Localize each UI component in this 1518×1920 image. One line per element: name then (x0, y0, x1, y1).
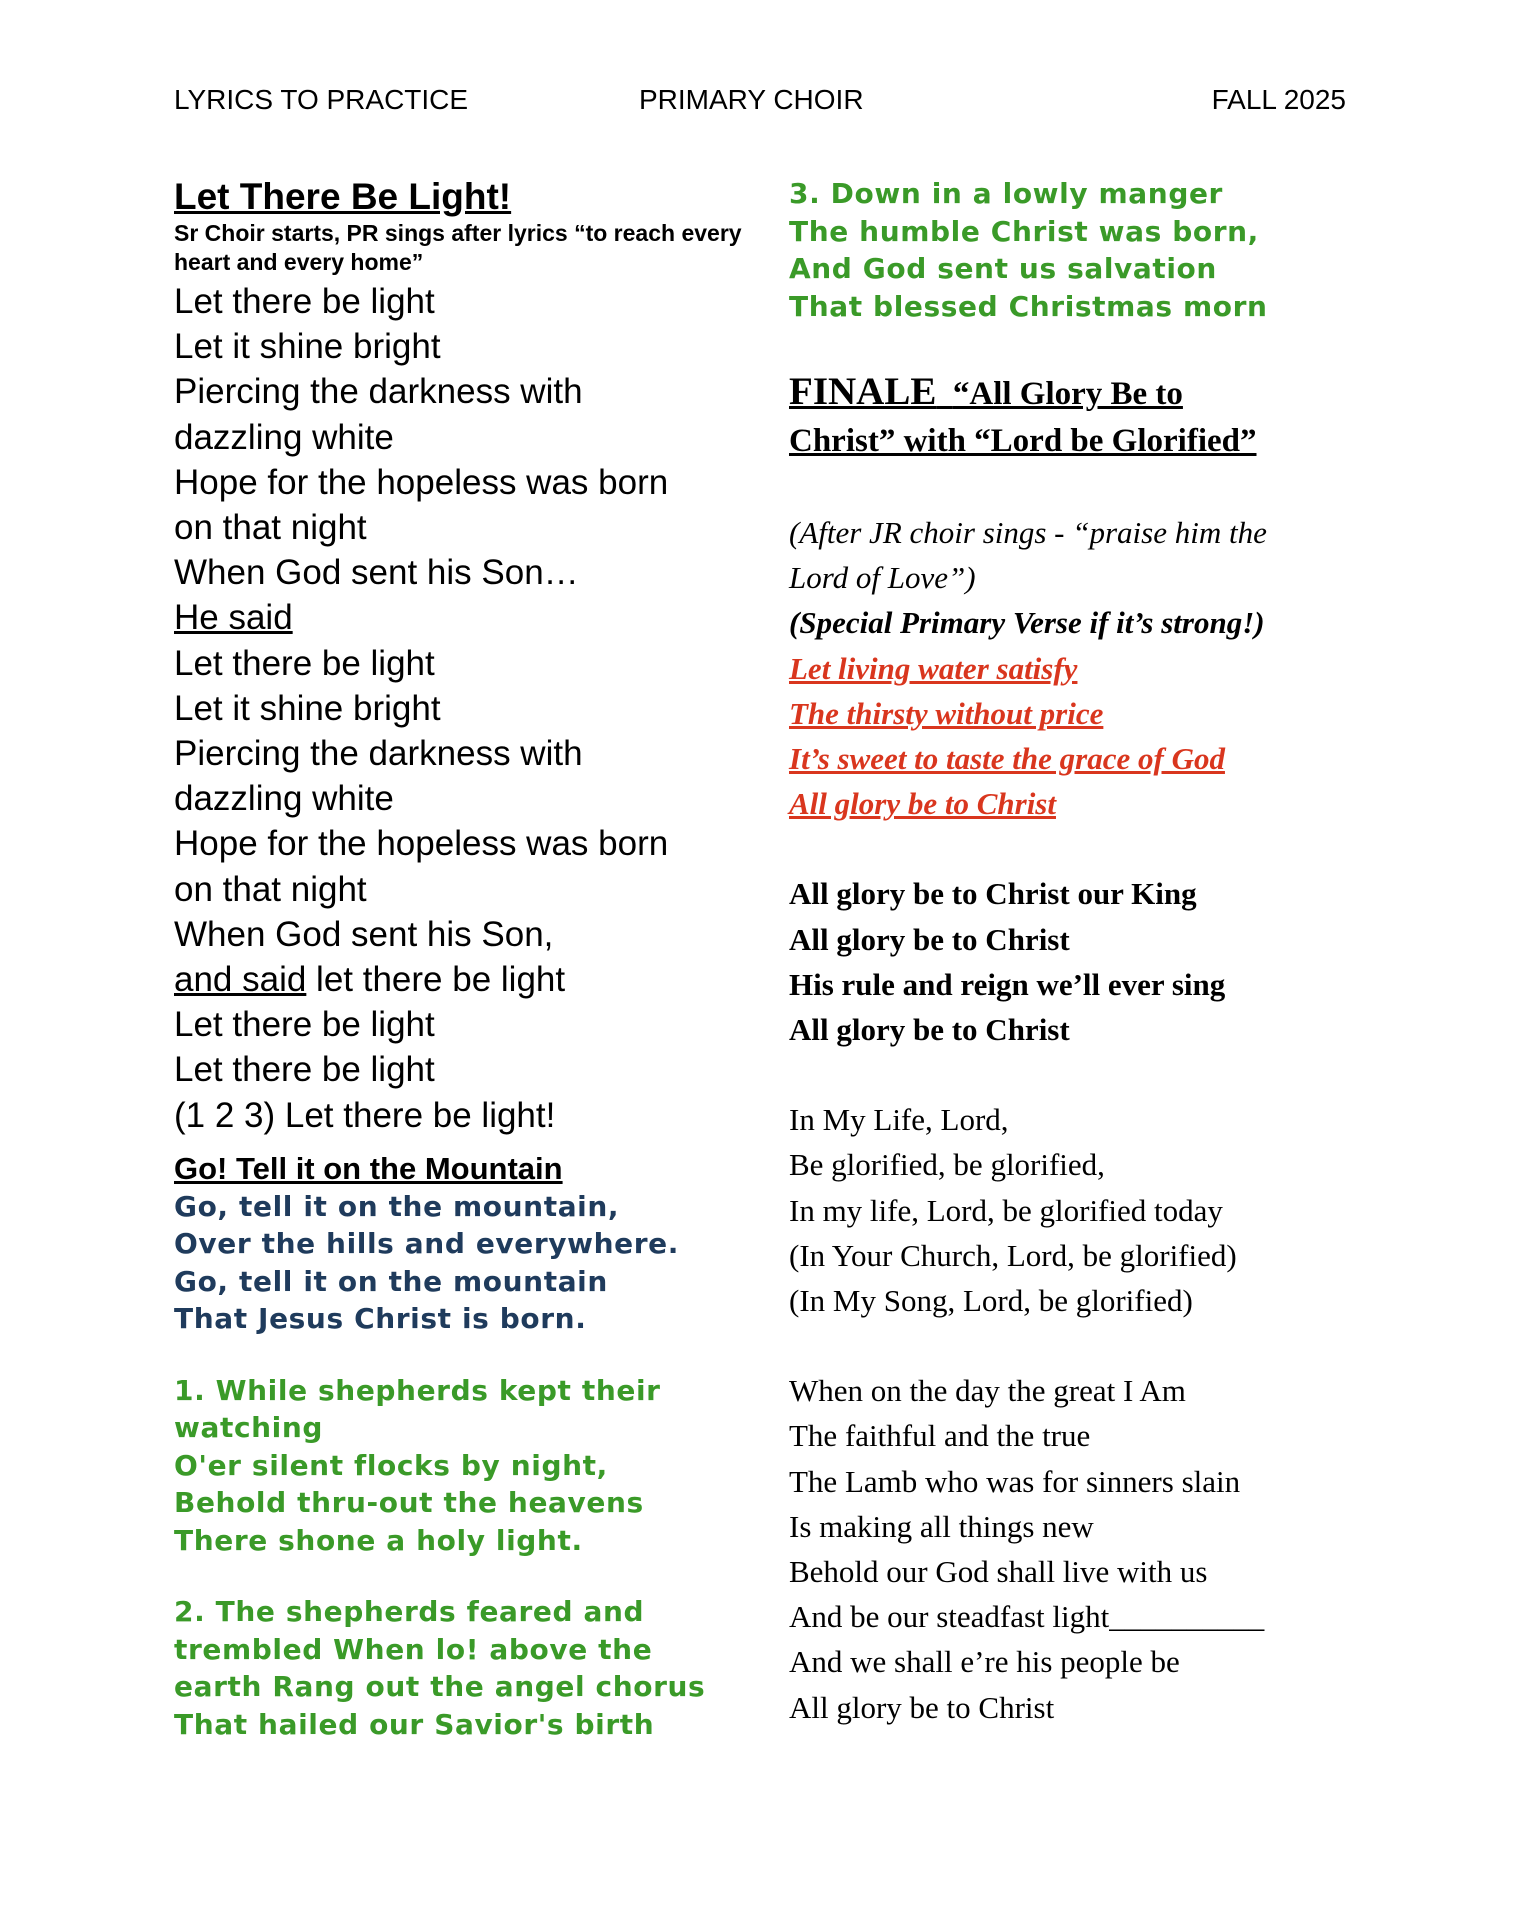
lyric-line: Let there be light (174, 1005, 435, 1045)
finale-title (789, 368, 1359, 465)
lyric-line: That hailed our Savior's birth (174, 1707, 655, 1741)
lyric-line: Be glorified, be glorified, (789, 1147, 1105, 1183)
lyric-line: on that night (174, 508, 367, 548)
song1-lyrics (174, 279, 744, 1138)
finale-title-rest: “All Glory Be to (952, 376, 1183, 412)
lyric-line: dazzling white (174, 417, 394, 457)
finale-title-line-2: Christ” with “Lord be Glorified” (789, 423, 1257, 459)
lyric-line: Go, tell it on the mountain (174, 1264, 608, 1298)
lyric-line: In my life, Lord, be glorified today (789, 1192, 1223, 1228)
page-header (174, 84, 1346, 124)
lyric-line: Let there be light (174, 1050, 435, 1090)
lyric-line: Go, tell it on the mountain, (174, 1189, 620, 1223)
lyric-line: That Jesus Christ is born. (174, 1302, 587, 1336)
lyric-line: All glory be to Christ (789, 921, 1070, 957)
finale-note-line: Lord of Love”) (789, 560, 976, 596)
lyric-line: The Lamb who was for sinners slain (789, 1463, 1241, 1499)
lyric-line: Let there be light (174, 643, 435, 683)
verse-1 (174, 1372, 744, 1560)
lyric-line: When on the day the great I Am (789, 1373, 1186, 1409)
special-lyric: Let living water satisfy (789, 650, 1078, 686)
lyric-line: And God sent us salvation (789, 252, 1217, 285)
lyric-line: watching (174, 1411, 324, 1445)
lyric-line: (In My Song, Lord, be glorified) (789, 1283, 1193, 1319)
lyric-line: His rule and reign we’ll ever sing (789, 966, 1226, 1002)
lyric-line: earth Rang out the angel chorus (174, 1670, 706, 1704)
finale-title-line-1 (789, 368, 1359, 418)
lyric-line: And we shall e’re his people be (789, 1644, 1180, 1680)
finale-word: FINALE (789, 370, 937, 413)
header-left: LYRICS TO PRACTICE (174, 84, 469, 115)
lyric-line: dazzling white (174, 779, 394, 819)
header-right: FALL 2025 (1211, 84, 1346, 115)
lyric-line: 1. While shepherds kept their (174, 1373, 661, 1407)
lyric-line: All glory be to Christ (789, 1689, 1055, 1725)
lyric-line: When God sent his Son, (174, 914, 554, 954)
special-lyric: All glory be to Christ (789, 786, 1056, 822)
finale-note-line: (After JR choir sings - “praise him the (789, 515, 1267, 550)
lyric-line (789, 646, 1359, 691)
lyric-line: Let it shine bright (174, 327, 441, 367)
lyric-line: And be our steadfast light__________ (789, 1599, 1265, 1635)
special-verse-note: (Special Primary Verse if it’s strong!) (789, 605, 1265, 641)
song-title-go-tell-it: Go! Tell it on the Mountain (174, 1150, 563, 1186)
lyric-underlined: He said (174, 598, 293, 638)
lyric-line (174, 595, 744, 640)
lyric-line (789, 736, 1359, 781)
lyric-line (174, 957, 744, 1002)
lyric-line: (1 2 3) Let there be light! (174, 1095, 556, 1135)
lyric-line: Let it shine bright (174, 688, 441, 728)
special-lyric: The thirsty without price (789, 695, 1104, 731)
lyric-line: Let there be light (174, 282, 435, 321)
song-title-let-there-be-light: Let There Be Light! (174, 176, 512, 217)
lyric-line: Piercing the darkness with (174, 734, 583, 774)
left-column (174, 175, 744, 1743)
lyric-line: The humble Christ was born, (789, 214, 1259, 248)
header-center: PRIMARY CHOIR (639, 84, 864, 115)
verse-2 (174, 1593, 744, 1743)
lyric-line: Piercing the darkness with (174, 372, 583, 412)
lyric-line: The faithful and the true (789, 1418, 1091, 1454)
lyric-line: When God sent his Son… (174, 553, 579, 593)
lyric-line: In My Life, Lord, (789, 1102, 1009, 1138)
last-verse (789, 1368, 1359, 1730)
lyric-line: Hope for the hopeless was born (174, 824, 669, 864)
special-lyric: It’s sweet to taste the grace of God (789, 741, 1225, 777)
glorified-section (789, 1097, 1359, 1323)
lyric-line: Behold thru-out the heavens (174, 1486, 644, 1520)
song-note: Sr Choir starts, PR sings after lyrics “to reach every heart and every home” (174, 220, 742, 275)
lyric-line: 2. The shepherds feared and (174, 1595, 645, 1629)
lyric-underlined: and said (174, 960, 307, 1000)
lyric-fragment: let there be light (306, 960, 566, 1000)
lyric-line (789, 781, 1359, 826)
lyric-line: Behold our God shall live with us (789, 1554, 1208, 1590)
lyric-line: Is making all things new (789, 1508, 1094, 1544)
finale-chorus (789, 871, 1359, 1052)
go-tell-it-chorus (174, 1188, 744, 1338)
finale-notes (789, 510, 1359, 826)
lyric-line: O'er silent flocks by night, (174, 1448, 608, 1482)
lyric-line (789, 691, 1359, 736)
verse-3 (789, 175, 1359, 325)
lyric-line: Over the hills and everywhere. (174, 1227, 679, 1261)
lyric-line: 3. Down in a lowly manger (789, 177, 1223, 210)
right-column (789, 175, 1359, 1730)
lyric-line: on that night (174, 869, 367, 909)
lyric-line: Hope for the hopeless was born (174, 462, 669, 502)
lyric-line: (In Your Church, Lord, be glorified) (789, 1237, 1237, 1273)
lyric-line: All glory be to Christ our King (789, 876, 1197, 912)
lyric-line: There shone a holy light. (174, 1523, 583, 1557)
lyric-line: All glory be to Christ (789, 1012, 1070, 1048)
lyric-line: trembled When lo! above the (174, 1632, 653, 1666)
lyric-line: That blessed Christmas morn (789, 289, 1268, 323)
